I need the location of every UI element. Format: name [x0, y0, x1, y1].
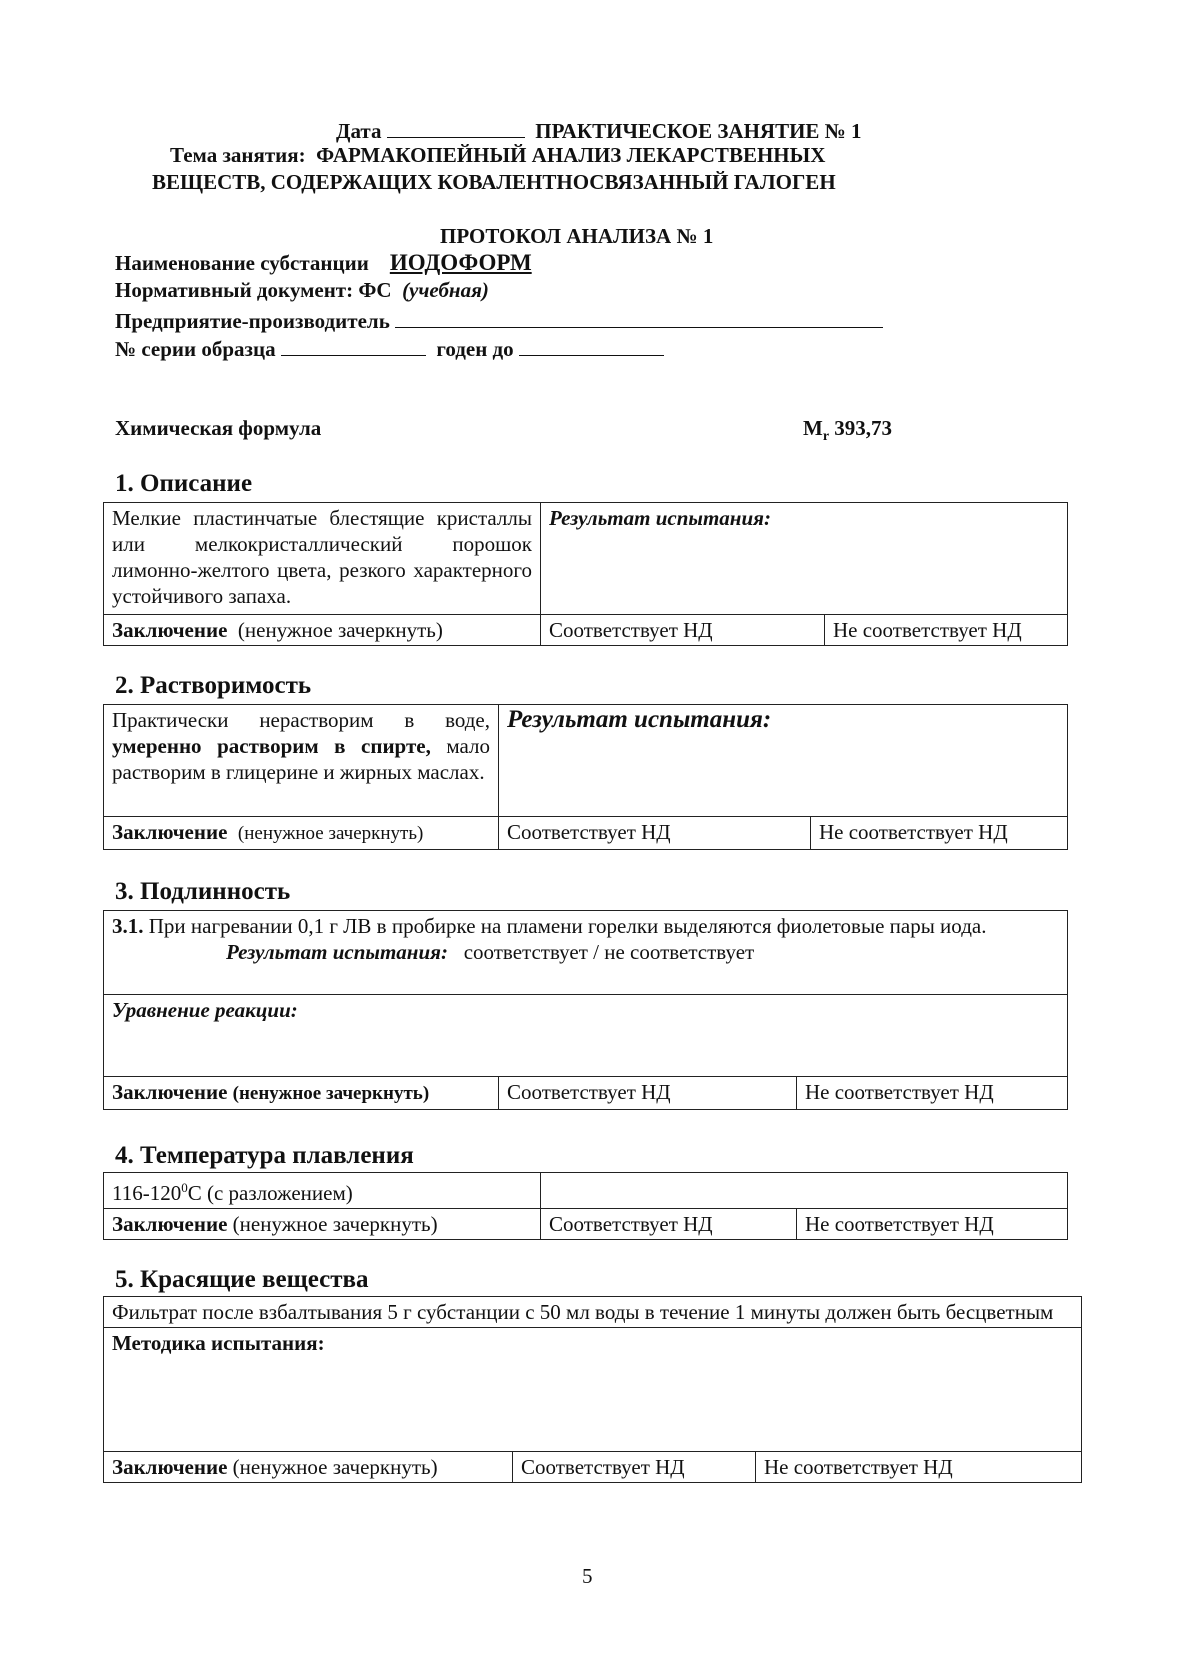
s1-complies[interactable]: Соответствует НД	[541, 615, 825, 646]
s3-result-label: Результат испытания:	[226, 940, 448, 964]
s1-conclusion	[104, 615, 541, 646]
practice-title: ПРАКТИЧЕСКОЕ ЗАНЯТИЕ № 1	[535, 119, 862, 143]
s4-not-complies[interactable]: Не соответствует НД	[797, 1209, 1068, 1240]
s3-not-complies[interactable]: Не соответствует НД	[797, 1077, 1068, 1110]
topic-label: Тема занятия:	[170, 143, 306, 167]
section-5-table	[103, 1296, 1082, 1483]
s2-not-complies[interactable]: Не соответствует НД	[811, 817, 1068, 850]
s2-conclusion-label: Заключение	[112, 820, 228, 844]
s5-conclusion-label: Заключение	[112, 1455, 228, 1479]
s1-conclusion-label: Заключение	[112, 618, 228, 642]
s4-cross-out: (ненужное зачеркнуть)	[232, 1212, 438, 1236]
date-blank	[387, 116, 525, 138]
s4-complies[interactable]: Соответствует НД	[541, 1209, 797, 1240]
valid-until-blank[interactable]	[519, 334, 664, 356]
s4-value-num: 116-120	[112, 1181, 182, 1205]
section-4-title: 4. Температура плавления	[115, 1142, 414, 1169]
section-1-title: 1. Описание	[115, 470, 253, 497]
section-4-table	[103, 1172, 1068, 1240]
s2-text-bold: умеренно растворим в спирте,	[112, 734, 431, 758]
s3-equation-label[interactable]: Уравнение реакции:	[104, 995, 1068, 1077]
date-label: Дата	[336, 119, 382, 143]
substance-label: Наименование субстанции	[115, 251, 369, 275]
s4-result-cell[interactable]	[541, 1173, 1068, 1209]
topic-line-1	[170, 143, 825, 168]
s4-value-rest: С (с разложением)	[187, 1181, 353, 1205]
section-3-title: 3. Подлинность	[115, 878, 291, 905]
s5-requirement: Фильтрат после взбалтывания 5 г субстанции с 50 мл воды в течение 1 минуты должен быть бесцветным	[104, 1297, 1082, 1328]
s2-complies[interactable]: Соответствует НД	[499, 817, 811, 850]
substance-value: ИОДОФОРМ	[389, 250, 532, 275]
formula-label: Химическая формула	[115, 416, 322, 440]
s3-result-options[interactable]: соответствует / не соответствует	[463, 940, 755, 964]
s1-not-complies[interactable]: Не соответствует НД	[825, 615, 1068, 646]
normdoc-line	[115, 278, 489, 303]
s2-text-2: мало растворим в глицерине и жирных маслах.	[112, 734, 490, 784]
date-line	[336, 116, 862, 144]
s5-method-label[interactable]: Методика испытания:	[104, 1328, 1082, 1452]
manufacturer-blank[interactable]	[395, 306, 883, 328]
s2-result-label[interactable]: Результат испытания:	[499, 705, 1068, 817]
s4-degree: 0	[181, 1180, 188, 1195]
manufacturer-label: Предприятие-производитель	[115, 309, 390, 333]
series-label: № серии образца	[115, 337, 276, 361]
section-3-table	[103, 910, 1068, 1110]
mr-value: 393,73	[834, 416, 893, 440]
normdoc-label: Нормативный документ: ФС	[115, 278, 392, 302]
s1-description: Мелкие пластинчатые блестящие кристаллы или мелкокристаллический порошок лимонно-желтого цвета, резкого характерного устойчивого запаха.	[104, 503, 541, 615]
s5-conclusion	[104, 1452, 513, 1483]
s3-complies[interactable]: Соответствует НД	[499, 1077, 797, 1110]
section-1-table	[103, 502, 1068, 646]
s2-cross-out: (ненужное зачеркнуть)	[237, 823, 424, 844]
s1-result-label[interactable]: Результат испытания:	[541, 503, 1068, 615]
s4-value	[104, 1173, 541, 1209]
mr-label: M	[803, 416, 823, 440]
s2-conclusion	[104, 817, 499, 850]
s3-text: При нагревании 0,1 г ЛВ в пробирке на пламени горелки выделяются фиолетовые пары иода.	[148, 914, 987, 938]
molar-mass	[803, 416, 892, 445]
s3-test	[104, 911, 1068, 995]
s1-cross-out: (ненужное зачеркнуть)	[237, 618, 443, 642]
normdoc-note: (учебная)	[402, 278, 489, 302]
s3-conclusion-label: Заключение	[112, 1080, 228, 1104]
s3-num: 3.1.	[112, 914, 144, 938]
s3-result	[112, 939, 1059, 965]
s4-conclusion-label: Заключение	[112, 1212, 228, 1236]
section-2-title: 2. Растворимость	[115, 672, 312, 699]
substance-line	[115, 250, 532, 276]
topic-text-1: ФАРМАКОПЕЙНЫЙ АНАЛИЗ ЛЕКАРСТВЕННЫХ	[316, 143, 826, 167]
section-5-title: 5. Красящие вещества	[115, 1266, 369, 1293]
s2-text-1: Практически нерастворим в воде,	[112, 708, 490, 732]
s4-conclusion	[104, 1209, 541, 1240]
series-blank[interactable]	[281, 334, 426, 356]
valid-until-label: годен до	[436, 337, 514, 361]
s2-solubility	[104, 705, 499, 817]
topic-line-2: ВЕЩЕСТВ, СОДЕРЖАЩИХ КОВАЛЕНТНОСВЯЗАННЫЙ ГАЛОГЕН	[152, 170, 836, 194]
s5-cross-out: (ненужное зачеркнуть)	[232, 1455, 438, 1479]
series-line	[115, 334, 664, 362]
mr-sub: r	[822, 429, 830, 445]
s3-cross-out: (ненужное зачеркнуть)	[232, 1083, 430, 1104]
s3-conclusion	[104, 1077, 499, 1110]
protocol-title: ПРОТОКОЛ АНАЛИЗА № 1	[440, 224, 714, 248]
s5-not-complies[interactable]: Не соответствует НД	[756, 1452, 1082, 1483]
section-2-table	[103, 704, 1068, 850]
page-number: 5	[582, 1564, 593, 1588]
manufacturer-line	[115, 306, 883, 334]
s5-complies[interactable]: Соответствует НД	[513, 1452, 756, 1483]
